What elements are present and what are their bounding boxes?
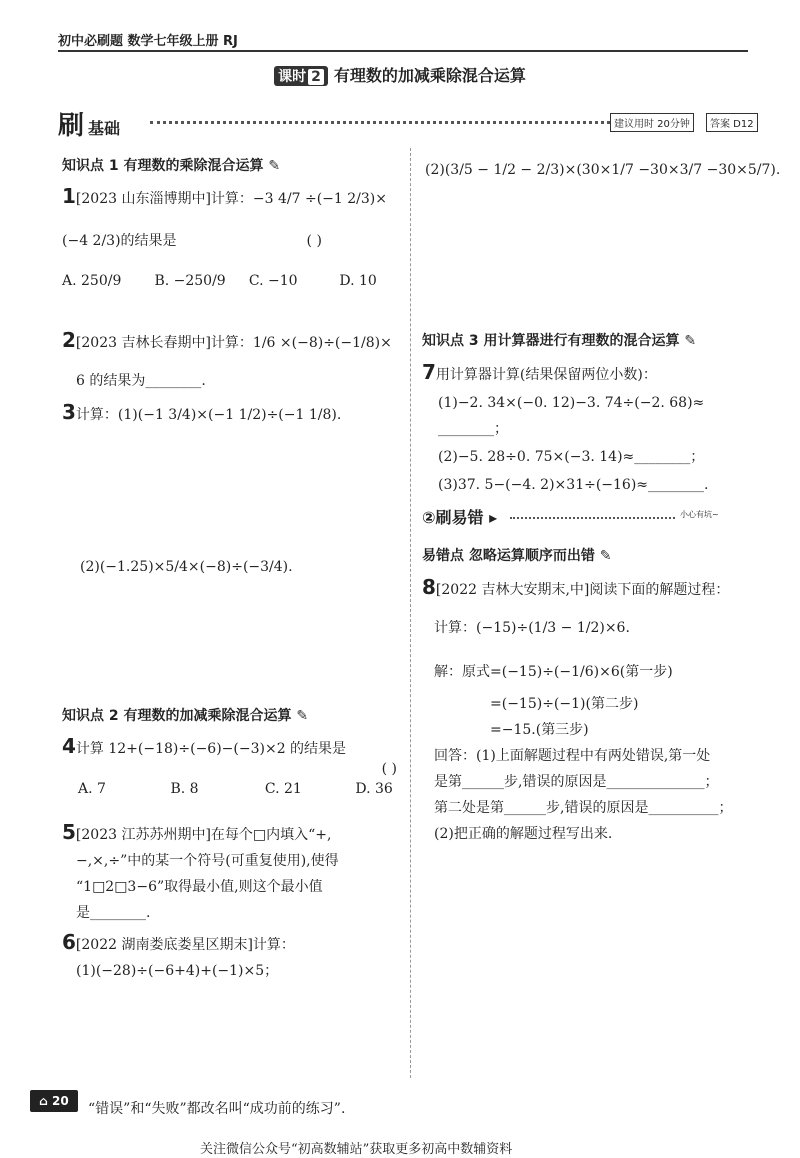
section-divider: [150, 121, 610, 124]
pencil-icon: ✎: [268, 158, 281, 174]
question-1: 1[2023 山东淄博期中]计算：−3 4/7 ÷(−1 2/3)× (−4 2/3)的结果是 ( ) A. 250/9 B. −250/9 C. −10 D. 10: [62, 184, 387, 289]
option-a: A. 250/9: [62, 273, 122, 289]
option-b: B. 8: [170, 781, 199, 797]
knowledge-point-2: 知识点 2 有理数的加减乘除混合运算 ✎: [62, 708, 309, 724]
section-heading: 刷基础: [58, 111, 121, 141]
column-divider: [410, 148, 411, 1078]
mistake-divider: [510, 517, 675, 519]
knowledge-point-3: 知识点 3 用计算器进行有理数的混合运算 ✎: [422, 333, 697, 349]
mistake-section-heading: ②刷易错 ▸: [422, 508, 498, 527]
lesson-tag: 课时 2: [274, 66, 328, 86]
promo-line: 关注微信公众号“初高数辅站”获取更多初高中数辅资料: [200, 1142, 513, 1157]
book-brand: 初中必刷题 数学七年级上册 RJ: [58, 34, 238, 49]
pencil-icon: ✎: [684, 333, 697, 349]
header-rule: [58, 50, 748, 52]
pencil-icon: ✎: [599, 548, 612, 564]
answer-badge: 答案 D12: [706, 113, 758, 132]
lesson-title: 课时 2 有理数的加减乘除混合运算: [0, 63, 800, 86]
pencil-icon: ✎: [296, 708, 309, 724]
knowledge-point-1: 知识点 1 有理数的乘除混合运算 ✎: [62, 158, 281, 174]
mistake-note: 小心有坑~: [680, 510, 719, 519]
option-d: D. 10: [339, 273, 377, 289]
footer-quote: “错误”和“失败”都改名叫“成功前的练习”.: [88, 1101, 346, 1117]
compass-icon: ⌂: [39, 1094, 48, 1108]
time-badge: 建议用时 20分钟: [610, 113, 694, 132]
option-c: C. −10: [248, 273, 298, 289]
mistake-point: 易错点 忽略运算顺序而出错 ✎: [422, 548, 612, 564]
option-d: D. 36: [355, 781, 393, 797]
page-number: ⌂ 20: [30, 1090, 78, 1112]
question-8: 8[2022 吉林大安期末,中]阅读下面的解题过程： 计算：(−15)÷(1/3 − 1/2)×6. 解：原式=(−15)÷(−1/6)×6(第一步) =(−15)÷(−1)(第二步) =−15.(第三步) 回答：(1)上面解题过程中有两处错误,第一处 是第______步,错误的原因是______________； 第二处是第______步,错误的原因是__________； (2)把正确的解题过程写出来.: [422, 575, 733, 842]
question-7: 7用计算器计算(结果保留两位小数)： (1)−2. 34×(−0. 12)−3. 74÷(−2. 68)≈ ________； (2)−5. 28÷0. 75×(−3. 14)≈________； (3)37. 5−(−4. 2)×31÷(−16)≈________.: [422, 360, 709, 493]
option-b: B. −250/9: [154, 273, 226, 289]
question-2: 2[2023 吉林长春期中]计算：1/6 ×(−8)÷(−1/8)× 6 的结果为________.: [62, 328, 392, 389]
question-4: 4计算 12+(−18)÷(−6)−(−3)×2 的结果是 ( ) A. 7 B. 8 C. 21 D. 36: [62, 734, 397, 797]
mistake-badge-icon: ②: [422, 508, 436, 527]
question-3: 3计算：(1)(−1 3/4)×(−1 1/2)÷(−1 1/8). (2)(−1.25)×5/4×(−8)÷(−3/4).: [62, 400, 342, 575]
option-a: A. 7: [78, 781, 106, 797]
question-6: 6[2022 湖南娄底娄星区期末]计算： (1)(−28)÷(−6+4)+(−1)×5；: [62, 930, 295, 979]
option-c: C. 21: [264, 781, 302, 797]
question-5: 5[2023 江苏苏州期中]在每个□内填入“+, −,×,÷”中的某一个符号(可重复使用),使得 “1□2□3−6”取得最小值,则这个最小值 是________.: [62, 820, 339, 921]
question-6-part-2: (2)(3/5 − 1/2 − 2/3)×(30×1/7 −30×3/7 −30×5/7).: [425, 162, 781, 178]
